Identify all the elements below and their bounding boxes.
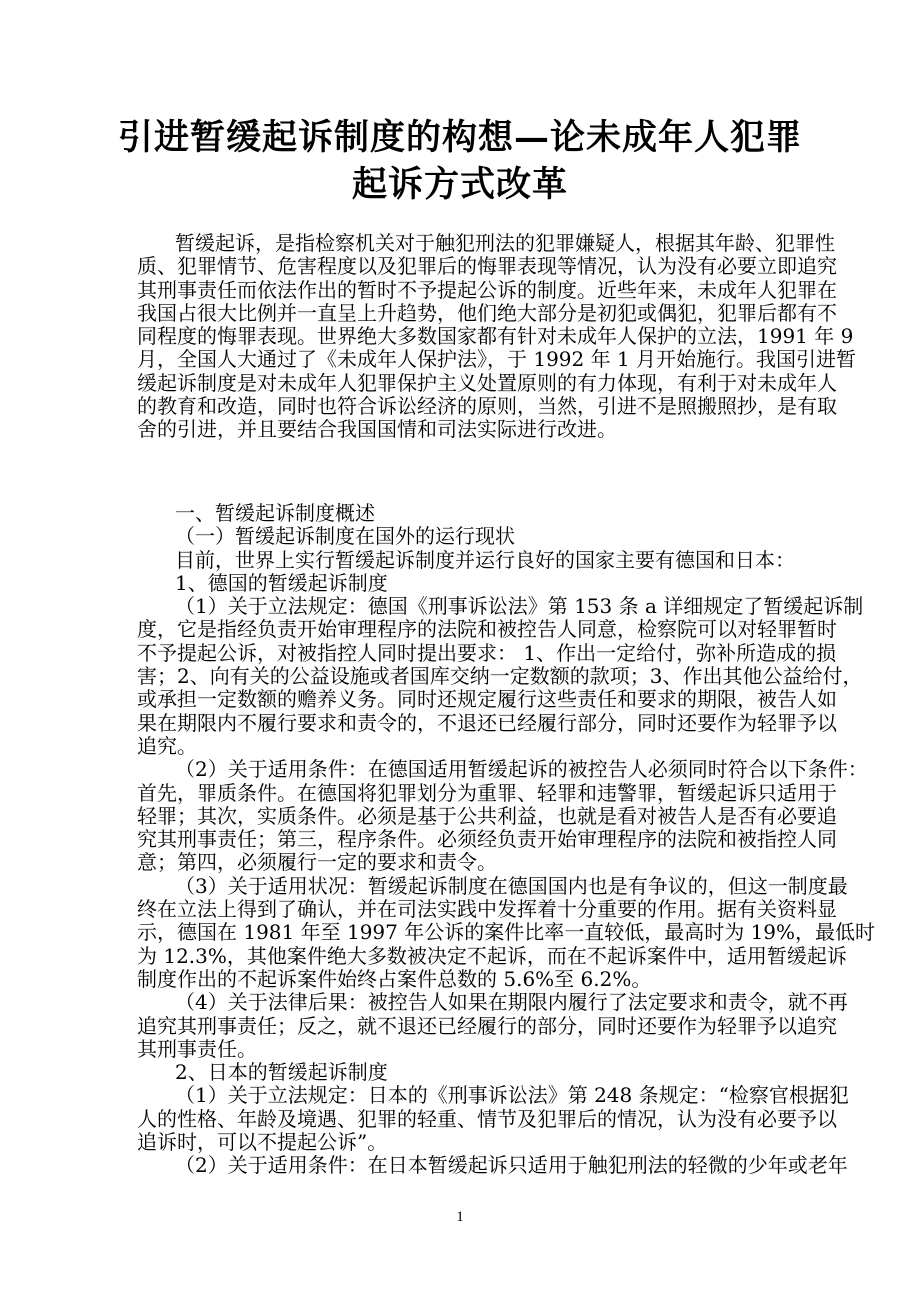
text-line: 舍的引进，并且要结合我国国情和司法实际进行改进。 <box>137 417 617 442</box>
paragraph <box>137 1083 849 1155</box>
text-line: 追诉时，可以不提起公诉”。 <box>137 1130 388 1155</box>
paragraph <box>137 873 876 991</box>
text-line: 不予提起公诉，对被指控人同时提出要求： 1、作出一定给付，弥补所造成的损 <box>137 640 837 665</box>
document-title-line-2: 起诉方式改革 <box>351 164 568 205</box>
paragraph <box>137 231 857 442</box>
text-line: 的教育和改造，同时也符合诉讼经济的原则，当然，引进不是照搬照抄，是有取 <box>137 394 837 419</box>
text-line: 2、日本的暂缓起诉制度 <box>175 1060 388 1085</box>
overview-section <box>137 501 876 1178</box>
text-line: 果在期限内不履行要求和责令的，不退还已经履行部分，同时还要作为轻罪予以 <box>137 710 837 735</box>
text-line: 人的性格、年龄及境遇、犯罪的轻重、情节及犯罪后的情况，认为没有必要予以 <box>137 1106 837 1131</box>
text-line: 意；第四，必须履行一定的要求和责令。 <box>137 850 497 875</box>
text-line: 我国占很大比例并一直呈上升趋势，他们绝大部分是初犯或偶犯，犯罪后都有不 <box>137 300 837 325</box>
page-number: 1 <box>456 1209 464 1225</box>
text-line: （3）关于适用状况：暂缓起诉制度在德国国内也是有争议的，但这一制度最 <box>175 873 848 898</box>
text-line: 其刑事责任而依法作出的暂时不予提起公诉的制度。近些年来，未成年人犯罪在 <box>137 277 837 302</box>
text-line: 害；2、向有关的公益设施或者国库交纳一定数额的款项；3、作出其他公益给付， <box>137 664 863 689</box>
text-line: 一、暂缓起诉制度概述 <box>175 501 375 525</box>
text-line: 追究其刑事责任；反之，就不退还已经履行的部分，同时还要作为轻罪予以追究 <box>137 1013 837 1038</box>
text-line: 质、犯罪情节、危害程度以及犯罪后的悔罪表现等情况，认为没有必要立即追究 <box>137 254 837 279</box>
paragraph <box>137 594 864 758</box>
text-line: 或承担一定数额的赡养义务。同时还规定履行这些责任和要求的期限，被告人如 <box>137 687 837 712</box>
text-line: （2）关于适用条件：在日本暂缓起诉只适用于触犯刑法的轻微的少年或老年 <box>175 1153 848 1178</box>
text-line: 制度作出的不起诉案件始终占案件总数的 5.6%至 6.2%。 <box>137 966 652 991</box>
intro-section <box>137 231 857 442</box>
paragraph <box>137 502 784 525</box>
text-line: 目前，世界上实行暂缓起诉制度并运行良好的国家主要有德国和日本： <box>175 547 795 572</box>
paragraph <box>137 1061 784 1084</box>
text-line: 追究。 <box>137 733 197 758</box>
text-line: （1）关于立法规定：日本的《刑事诉讼法》第 248 条规定：“检察官根据犯 <box>175 1083 849 1108</box>
text-line: 为 12.3%，其他案件绝大多数被决定不起诉，而在不起诉案件中，适用暂缓起诉 <box>137 943 847 968</box>
text-line: （2）关于适用条件：在德国适用暂缓起诉的被控告人必须同时符合以下条件： <box>175 757 868 782</box>
text-line: 1、德国的暂缓起诉制度 <box>175 570 388 595</box>
text-line: （4）关于法律后果：被控告人如果在期限内履行了法定要求和责令，就不再 <box>175 990 848 1015</box>
text-line: 度，它是指经负责开始审理程序的法院和被控告人同意，检察院可以对轻罪暂时 <box>137 617 837 642</box>
text-line: 轻罪；其次，实质条件。必须是基于公共利益，也就是看对被告人是否有必要追 <box>137 803 837 828</box>
text-line: 其刑事责任。 <box>137 1036 257 1061</box>
paragraph <box>137 990 848 1061</box>
text-line: 月，全国人大通过了《未成年人保护法》，于 1992 年 1 月开始施行。我国引进暂 <box>137 347 857 372</box>
text-line: 首先，罪质条件。在德国将犯罪划分为重罪、轻罪和违警罪，暂缓起诉只适用于 <box>137 780 837 805</box>
text-line: 同程度的悔罪表现。世界绝大多数国家都有针对未成年人保护的立法，1991 年 9 <box>137 324 854 349</box>
text-line: 缓起诉制度是对未成年人犯罪保护主义处置原则的有力体现，有利于对未成年人 <box>137 370 837 395</box>
text-line: （一）暂缓起诉制度在国外的运行现状 <box>175 524 515 549</box>
text-line: 暂缓起诉，是指检察机关对于触犯刑法的犯罪嫌疑人，根据其年龄、犯罪性 <box>175 231 835 255</box>
document-title-line-1: 引进暂缓起诉制度的构想—论未成年人犯罪 <box>117 117 802 158</box>
paragraph <box>137 757 868 875</box>
paragraph <box>137 547 795 572</box>
text-line: （1）关于立法规定：德国《刑事诉讼法》第 153 条 a 详细规定了暂缓起诉制 <box>175 594 864 619</box>
text-line: 终在立法上得到了确认，并在司法实践中发挥着十分重要的作用。据有关资料显 <box>137 897 837 922</box>
paragraph <box>137 1153 848 1178</box>
text-line: 究其刑事责任；第三，程序条件。必须经负责开始审理程序的法院和被指控人同 <box>137 827 837 852</box>
paragraph <box>137 572 784 595</box>
text-line: 示，德国在 1981 年至 1997 年公诉的案件比率一直较低，最高时为 19%，最低时 <box>137 920 876 945</box>
paragraph <box>137 525 784 548</box>
